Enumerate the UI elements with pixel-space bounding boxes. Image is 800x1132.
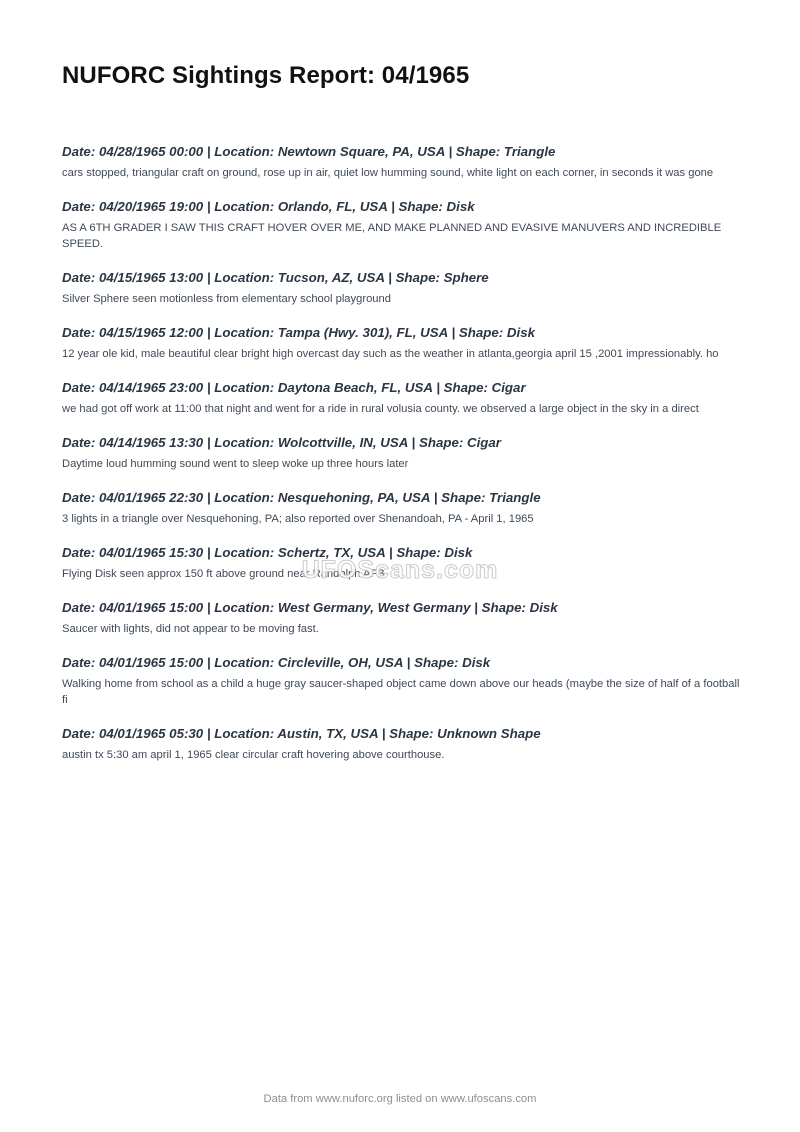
footer-credit: Data from www.nuforc.org listed on www.ufoscans.com: [263, 1093, 537, 1105]
report-header: Date: 04/20/1965 19:00 | Location: Orlando, FL, USA | Shape: Disk: [62, 199, 475, 214]
report-description: AS A 6TH GRADER I SAW THIS CRAFT HOVER OVER ME, AND MAKE PLANNED AND EVASIVE MANUVERS AND INCREDIBLE SPEED.: [62, 222, 722, 250]
report-description: cars stopped, triangular craft on ground, rose up in air, quiet low humming sound, white light on each corner, in seconds it was gone: [62, 167, 714, 179]
report-header: Date: 04/15/1965 12:00 | Location: Tampa (Hwy. 301), FL, USA | Shape: Disk: [62, 325, 535, 340]
report-description: we had got off work at 11:00 that night and went for a ride in rural volusia county. we observed a large object in the sky in a direct: [62, 403, 699, 415]
report-description: 12 year ole kid, male beautiful clear bright high overcast day such as the weather in atlanta,georgia april 15 ,2001 impressionably. ho: [62, 348, 719, 360]
report-description: austin tx 5:30 am april 1, 1965 clear circular craft hovering above courthouse.: [62, 749, 445, 761]
report-description: Silver Sphere seen motionless from elementary school playground: [62, 293, 391, 305]
report-description: 3 lights in a triangle over Nesquehoning, PA; also reported over Shenandoah, PA - April 1, 1965: [62, 513, 534, 525]
report-description: Saucer with lights, did not appear to be moving fast.: [62, 623, 319, 635]
report-description: Flying Disk seen approx 150 ft above ground near Randolph AFB: [62, 568, 385, 580]
report-item: [62, 654, 742, 708]
report-item: [62, 143, 742, 181]
report-item: [62, 269, 742, 307]
report-description: Walking home from school as a child a huge gray saucer-shaped object came down above our heads (maybe the size of half of a football fi: [62, 678, 740, 706]
report-item: [62, 198, 742, 252]
report-item: [62, 434, 742, 472]
report-header: Date: 04/14/1965 13:30 | Location: Wolcottville, IN, USA | Shape: Cigar: [62, 435, 501, 450]
report-item: [62, 725, 742, 763]
report-header: Date: 04/15/1965 13:00 | Location: Tucson, AZ, USA | Shape: Sphere: [62, 270, 489, 285]
report-list: [62, 143, 742, 780]
report-item: [62, 379, 742, 417]
report-header: Date: 04/01/1965 15:00 | Location: West Germany, West Germany | Shape: Disk: [62, 600, 558, 615]
report-item: [62, 489, 742, 527]
watermark: UFOScans.com: [301, 556, 499, 584]
report-header: Date: 04/01/1965 05:30 | Location: Austin, TX, USA | Shape: Unknown Shape: [62, 726, 541, 741]
report-header: Date: 04/14/1965 23:00 | Location: Daytona Beach, FL, USA | Shape: Cigar: [62, 380, 526, 395]
page-title: NUFORC Sightings Report: 04/1965: [62, 62, 470, 89]
report-header: Date: 04/01/1965 15:00 | Location: Circleville, OH, USA | Shape: Disk: [62, 655, 491, 670]
report-header: Date: 04/01/1965 22:30 | Location: Nesquehoning, PA, USA | Shape: Triangle: [62, 490, 541, 505]
report-item: [62, 544, 742, 582]
report-description: Daytime loud humming sound went to sleep woke up three hours later: [62, 458, 409, 470]
report-header: Date: 04/01/1965 15:30 | Location: Schertz, TX, USA | Shape: Disk: [62, 545, 473, 560]
report-item: [62, 324, 742, 362]
report-item: [62, 599, 742, 637]
report-header: Date: 04/28/1965 00:00 | Location: Newtown Square, PA, USA | Shape: Triangle: [62, 144, 556, 159]
